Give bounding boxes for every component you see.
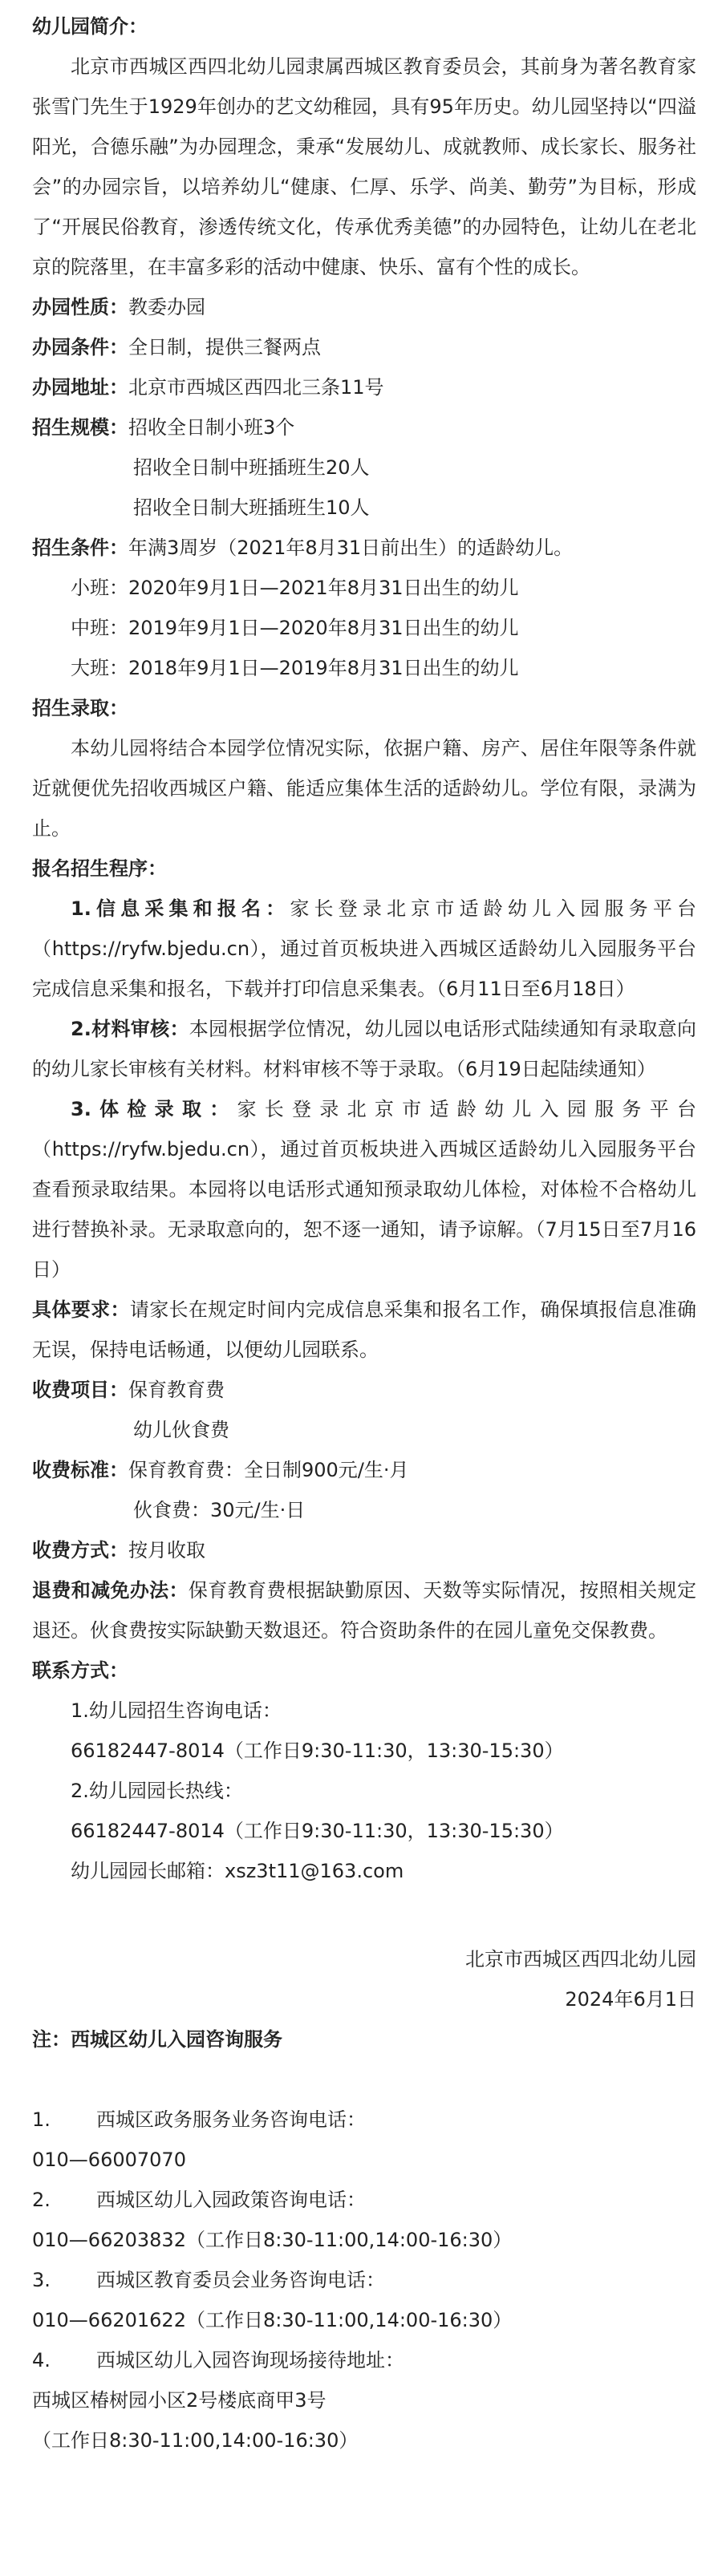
refund-row (32, 1570, 696, 1651)
class-small: 小班：2020年9月1日—2021年8月31日出生的幼儿 (71, 577, 519, 599)
note-title: 西城区幼儿入园政策咨询电话： (96, 2189, 366, 2211)
admission-heading: 招生录取： (32, 697, 128, 719)
note-title: 西城区政务服务业务咨询电话： (96, 2108, 366, 2131)
scale-row (32, 407, 696, 448)
requirements-value: 请家长在规定时间内完成信息采集和报名工作，确保填报信息准确无误，保持电话畅通，以便幼儿园联系。 (32, 1298, 697, 1361)
note-title: 西城区教育委员会业务咨询电话： (96, 2269, 385, 2291)
address-label: 办园地址： (32, 376, 128, 399)
requirement-value: 年满3周岁（2021年8月31日前出生）的适龄幼儿。 (128, 537, 574, 559)
procedure-step (32, 1009, 696, 1089)
requirements-label: 具体要求： (32, 1298, 130, 1321)
note-item (32, 2100, 696, 2140)
condition-row (32, 327, 696, 367)
condition-value: 全日制，提供三餐两点 (128, 336, 321, 358)
class-middle: 中班：2019年9月1日—2020年8月31日出生的幼儿 (71, 617, 519, 639)
note-title: 西城区幼儿入园咨询现场接待地址： (96, 2349, 404, 2371)
note-num: 1. (32, 2108, 51, 2131)
note-extra: （工作日8:30-11:00,14:00-16:30） (32, 2429, 359, 2452)
fee-method-label: 收费方式： (32, 1539, 128, 1561)
fee-standard: 伙食费：30元/生·日 (133, 1499, 306, 1521)
fee-standard-row (32, 1450, 696, 1490)
procedure-step (32, 1089, 696, 1290)
note-num: 4. (32, 2349, 51, 2371)
scale-label: 招生规模： (32, 416, 128, 439)
contact-label: 联系方式： (32, 1659, 128, 1682)
note-item (32, 2340, 696, 2380)
fee-items-row (32, 1370, 696, 1410)
signature-org: 北京市西城区西四北幼儿园 (465, 1948, 696, 1970)
nature-row (32, 287, 696, 327)
procedure-heading: 报名招生程序： (32, 857, 167, 880)
fee-item: 保育教育费 (128, 1379, 225, 1401)
step-title: 2.材料审核： (71, 1018, 189, 1040)
contact-item: 1.幼儿园招生咨询电话： (71, 1699, 282, 1722)
scale-item: 招收全日制中班插班生20人 (133, 456, 370, 479)
contact-item: 幼儿园园长邮箱：xsz3t11@163.com (71, 1860, 404, 1882)
signature-date: 2024年6月1日 (565, 1988, 696, 2011)
refund-value: 保育教育费根据缺勤原因、天数等实际情况，按照相关规定退还。伙食费按实际缺勤天数退还。符合资助条件的在园儿童免交保教费。 (32, 1579, 697, 1642)
intro-heading: 幼儿园简介： (32, 15, 148, 38)
note-num: 2. (32, 2189, 51, 2211)
requirement-row (32, 528, 696, 568)
note-num: 3. (32, 2269, 51, 2291)
condition-label: 办园条件： (32, 336, 128, 358)
fee-item: 幼儿伙食费 (133, 1419, 229, 1441)
step-body: 家长登录北京市适龄幼儿入园服务平台（https://ryfw.bjedu.cn），通过首页板块进入西城区适龄幼儿入园服务平台查看预录取结果。本园将以电话形式通知预录取幼儿体检，对体检不合格幼儿进行替换补录。无录取意向的，恕不逐一通知，请予谅解。（7月15日至7月16日） (32, 1098, 696, 1281)
contact-item: 66182447-8014（工作日9:30-11:30，13:30-15:30） (71, 1820, 564, 1842)
fee-method-row (32, 1530, 696, 1570)
nature-value: 教委办园 (128, 296, 205, 318)
contact-item: 66182447-8014（工作日9:30-11:30，13:30-15:30） (71, 1740, 564, 1762)
address-value: 北京市西城区西四北三条11号 (128, 376, 384, 399)
requirements-row (32, 1290, 696, 1370)
step-body: 本园根据学位情况，幼儿园以电话形式陆续通知有录取意向的幼儿家长审核有关材料。材料审核不等于录取。（6月19日起陆续通知） (32, 1018, 696, 1080)
refund-label: 退费和减免办法： (32, 1579, 189, 1602)
class-large: 大班：2018年9月1日—2019年8月31日出生的幼儿 (71, 657, 519, 679)
intro-body: 北京市西城区西四北幼儿园隶属西城区教育委员会，其前身为著名教育家张雪门先生于1929年创办的艺文幼稚园，具有95年历史。幼儿园坚持以“四溢阳光，合德乐融”为办园理念，秉承“发展幼儿、成就教师、成长家长、服务社会”的办园宗旨，以培养幼儿“健康、仁厚、乐学、尚美、勤劳”为目标，形成了“开展民俗教育，渗透传统文化，传承优秀美德”的办园特色，让幼儿在老北京的院落里，在丰富多彩的活动中健康、快乐、富有个性的成长。 (32, 55, 696, 278)
note-heading: 注：西城区幼儿入园咨询服务 (32, 2028, 282, 2051)
step-body: 家长登录北京市适龄幼儿入园服务平台（https://ryfw.bjedu.cn），通过首页板块进入西城区适龄幼儿入园服务平台完成信息采集和报名，下载并打印信息采集表。（6月11日至6月18日） (32, 897, 696, 1000)
note-item (32, 2180, 696, 2220)
note-item (32, 2260, 696, 2300)
fee-items-label: 收费项目： (32, 1379, 128, 1401)
contact-item: 2.幼儿园园长热线： (71, 1780, 243, 1802)
fee-standard-label: 收费标准： (32, 1459, 128, 1481)
fee-method-value: 按月收取 (128, 1539, 205, 1561)
step-title: 3.体检录取： (71, 1098, 237, 1120)
address-row (32, 367, 696, 407)
scale-item: 招收全日制小班3个 (128, 416, 295, 439)
procedure-step (32, 889, 696, 1009)
admission-body: 本幼儿园将结合本园学位情况实际，依据户籍、房产、居住年限等条件就近就便优先招收西城区户籍、能适应集体生活的适龄幼儿。学位有限，录满为止。 (32, 737, 696, 840)
note-detail: 010—66201622（工作日8:30-11:00,14:00-16:30） (32, 2309, 513, 2331)
note-detail: 西城区椿树园小区2号楼底商甲3号 (32, 2389, 327, 2412)
note-detail: 010—66203832（工作日8:30-11:00,14:00-16:30） (32, 2229, 513, 2251)
step-title: 1.信息采集和报名： (71, 897, 290, 920)
nature-label: 办园性质： (32, 296, 128, 318)
scale-item: 招收全日制大班插班生10人 (133, 496, 370, 519)
note-detail: 010—66007070 (32, 2149, 186, 2171)
requirement-label: 招生条件： (32, 537, 128, 559)
fee-standard: 保育教育费：全日制900元/生·月 (128, 1459, 409, 1481)
